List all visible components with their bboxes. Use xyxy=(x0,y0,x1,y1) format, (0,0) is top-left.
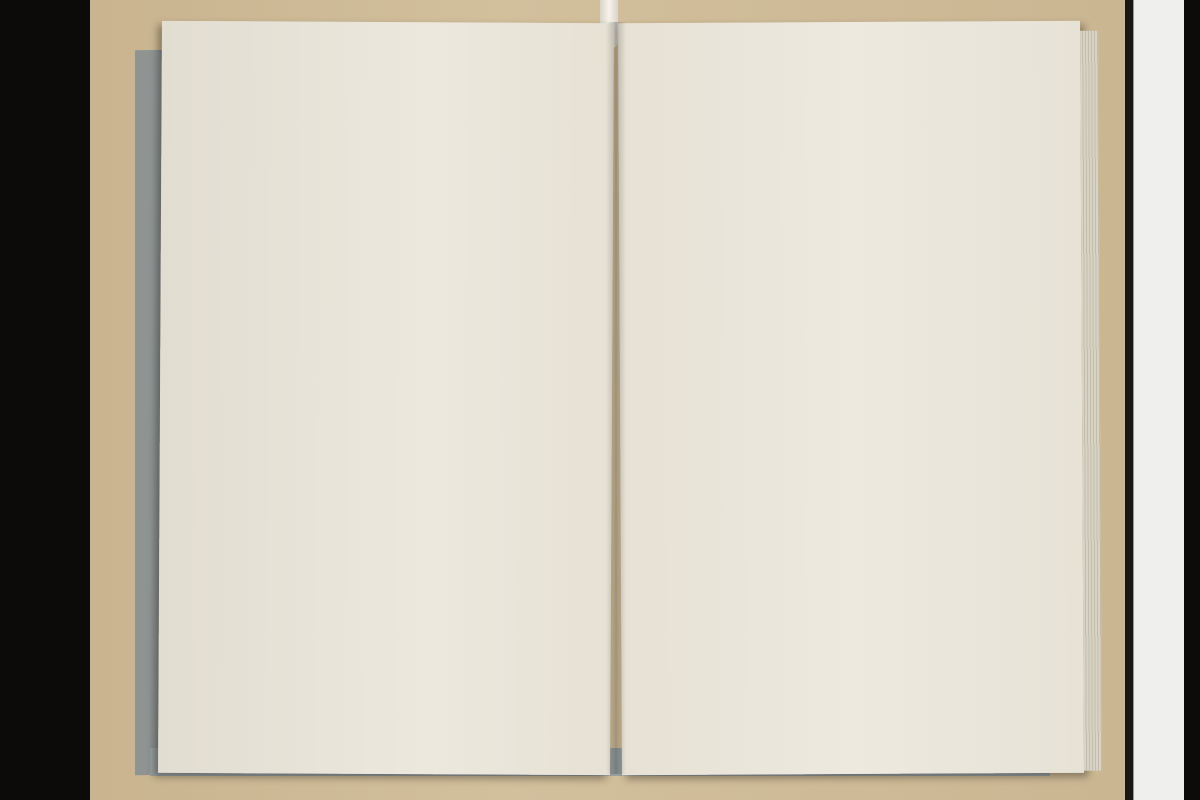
ruler-shadow xyxy=(1125,0,1133,800)
right-page xyxy=(618,21,1084,775)
measurement-ruler xyxy=(1133,0,1184,800)
left-page xyxy=(158,21,614,775)
right-page-text xyxy=(677,137,1052,139)
library-watermark xyxy=(450,405,690,515)
left-page-text xyxy=(241,137,591,139)
book-gutter xyxy=(606,22,626,774)
